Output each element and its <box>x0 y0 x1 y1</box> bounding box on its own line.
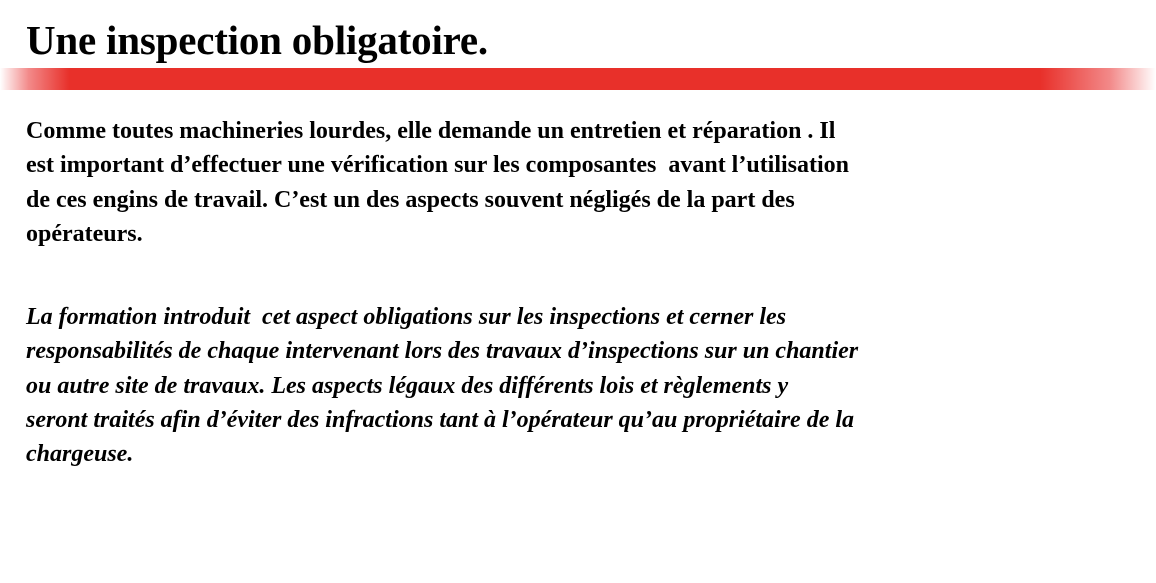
training-line: chargeuse. <box>26 441 134 468</box>
intro-line: est important d’effectuer une vérification sur les composantes avant l’utilisation <box>26 152 850 179</box>
training-line: responsabilités de chaque intervenant lors des travaux d’inspections sur un chantier <box>26 338 859 365</box>
title-divider <box>0 68 1156 90</box>
intro-paragraph <box>26 114 849 251</box>
page-title: Une inspection obligatoire. <box>26 17 488 63</box>
intro-line: Comme toutes machineries lourdes, elle demande un entretien et réparation . Il <box>26 118 836 144</box>
training-line: ou autre site de travaux. Les aspects légaux des différents lois et règlements y <box>26 372 789 399</box>
training-line: La formation introduit cet aspect obligations sur les inspections et cerner les <box>26 304 787 330</box>
intro-line: opérateurs. <box>26 220 143 247</box>
training-paragraph <box>26 300 858 471</box>
intro-line: de ces engins de travail. C’est un des aspects souvent négligés de la part des <box>26 186 795 213</box>
training-line: seront traités afin d’éviter des infractions tant à l’opérateur qu’au propriétaire de la <box>26 406 855 433</box>
